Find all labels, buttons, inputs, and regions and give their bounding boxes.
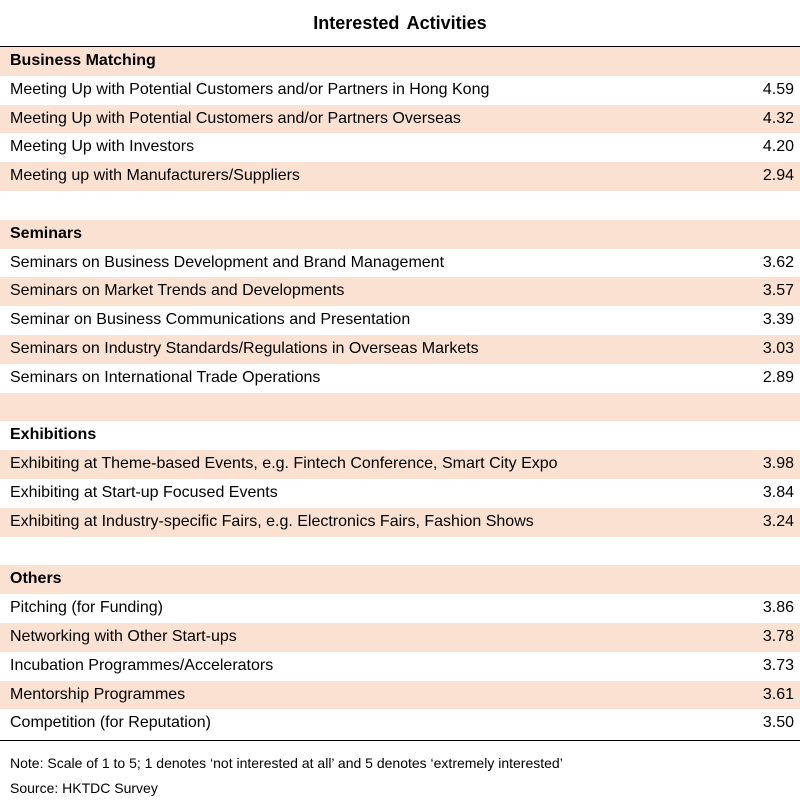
table-row — [0, 508, 800, 537]
section-title: Exhibitions — [10, 426, 97, 444]
table-row — [0, 594, 800, 623]
activity-label: Networking with Other Start-ups — [10, 627, 237, 645]
activity-score: 4.59 — [762, 80, 794, 98]
activity-score: 3.50 — [762, 714, 794, 732]
table-row — [0, 681, 800, 710]
table-row — [0, 306, 800, 335]
table-body — [0, 47, 800, 738]
table-row — [0, 709, 800, 738]
activity-score: 3.73 — [762, 656, 794, 674]
activity-label: Pitching (for Funding) — [10, 599, 163, 617]
table-title: Interested Activities — [313, 13, 487, 33]
activity-score: 3.39 — [762, 311, 794, 329]
activity-label: Meeting Up with Investors — [10, 138, 195, 156]
activity-score: 3.61 — [762, 685, 794, 703]
activity-score: 2.94 — [762, 167, 794, 185]
activity-label: Meeting up with Manufacturers/Suppliers — [10, 167, 300, 185]
section-header-row — [0, 220, 800, 249]
activity-score: 4.20 — [762, 138, 794, 156]
table-row — [0, 364, 800, 393]
activity-label: Exhibiting at Industry-specific Fairs, e.g. Electronics Fairs, Fashion Shows — [10, 512, 534, 530]
activity-label: Meeting Up with Potential Customers and/or Partners Overseas — [10, 109, 461, 127]
table-row — [0, 652, 800, 681]
activity-score: 3.98 — [762, 455, 794, 473]
spacer-row — [0, 191, 800, 220]
section-title: Business Matching — [10, 52, 156, 69]
scale-note: Note: Scale of 1 to 5; 1 denotes ‘not interested at all’ and 5 denotes ‘extremely interested’ — [10, 755, 563, 771]
section-header-row — [0, 47, 800, 76]
section-header-row — [0, 421, 800, 450]
activity-score: 3.78 — [762, 627, 794, 645]
table-row — [0, 76, 800, 105]
section-title: Others — [10, 570, 62, 588]
activity-label: Incubation Programmes/Accelerators — [10, 656, 274, 674]
activity-score: 3.57 — [762, 282, 794, 300]
table-row — [0, 277, 800, 306]
activity-score: 3.86 — [762, 599, 794, 617]
spacer-row — [0, 537, 800, 566]
table-row — [0, 249, 800, 278]
activity-label: Meeting Up with Potential Customers and/or Partners in Hong Kong — [10, 80, 490, 98]
table-row — [0, 335, 800, 364]
source-note: Source: HKTDC Survey — [10, 780, 158, 796]
footnotes — [10, 751, 563, 801]
activity-label: Seminars on Market Trends and Developments — [10, 282, 345, 300]
bottom-rule — [0, 740, 800, 741]
spacer-row — [0, 393, 800, 422]
activity-score: 2.89 — [762, 368, 794, 386]
table-row — [0, 450, 800, 479]
activity-score: 3.84 — [762, 483, 794, 501]
table-row — [0, 133, 800, 162]
table-row — [0, 479, 800, 508]
activity-label: Seminars on International Trade Operations — [10, 368, 321, 386]
activity-score: 3.62 — [762, 253, 794, 271]
activity-label: Mentorship Programmes — [10, 685, 186, 703]
table-row — [0, 623, 800, 652]
table-row — [0, 162, 800, 191]
activity-score: 4.32 — [762, 109, 794, 127]
activity-label: Exhibiting at Start-up Focused Events — [10, 483, 278, 501]
section-title: Seminars — [10, 224, 83, 242]
section-header-row — [0, 565, 800, 594]
activity-label: Seminars on Business Development and Brand Management — [10, 253, 445, 271]
activity-label: Exhibiting at Theme-based Events, e.g. Fintech Conference, Smart City Expo — [10, 455, 558, 473]
activity-score: 3.03 — [762, 339, 794, 357]
table-row — [0, 105, 800, 134]
activity-label: Competition (for Reputation) — [10, 714, 211, 732]
activity-score: 3.24 — [762, 512, 794, 530]
activity-label: Seminars on Industry Standards/Regulations in Overseas Markets — [10, 339, 479, 357]
activity-label: Seminar on Business Communications and Presentation — [10, 311, 411, 329]
